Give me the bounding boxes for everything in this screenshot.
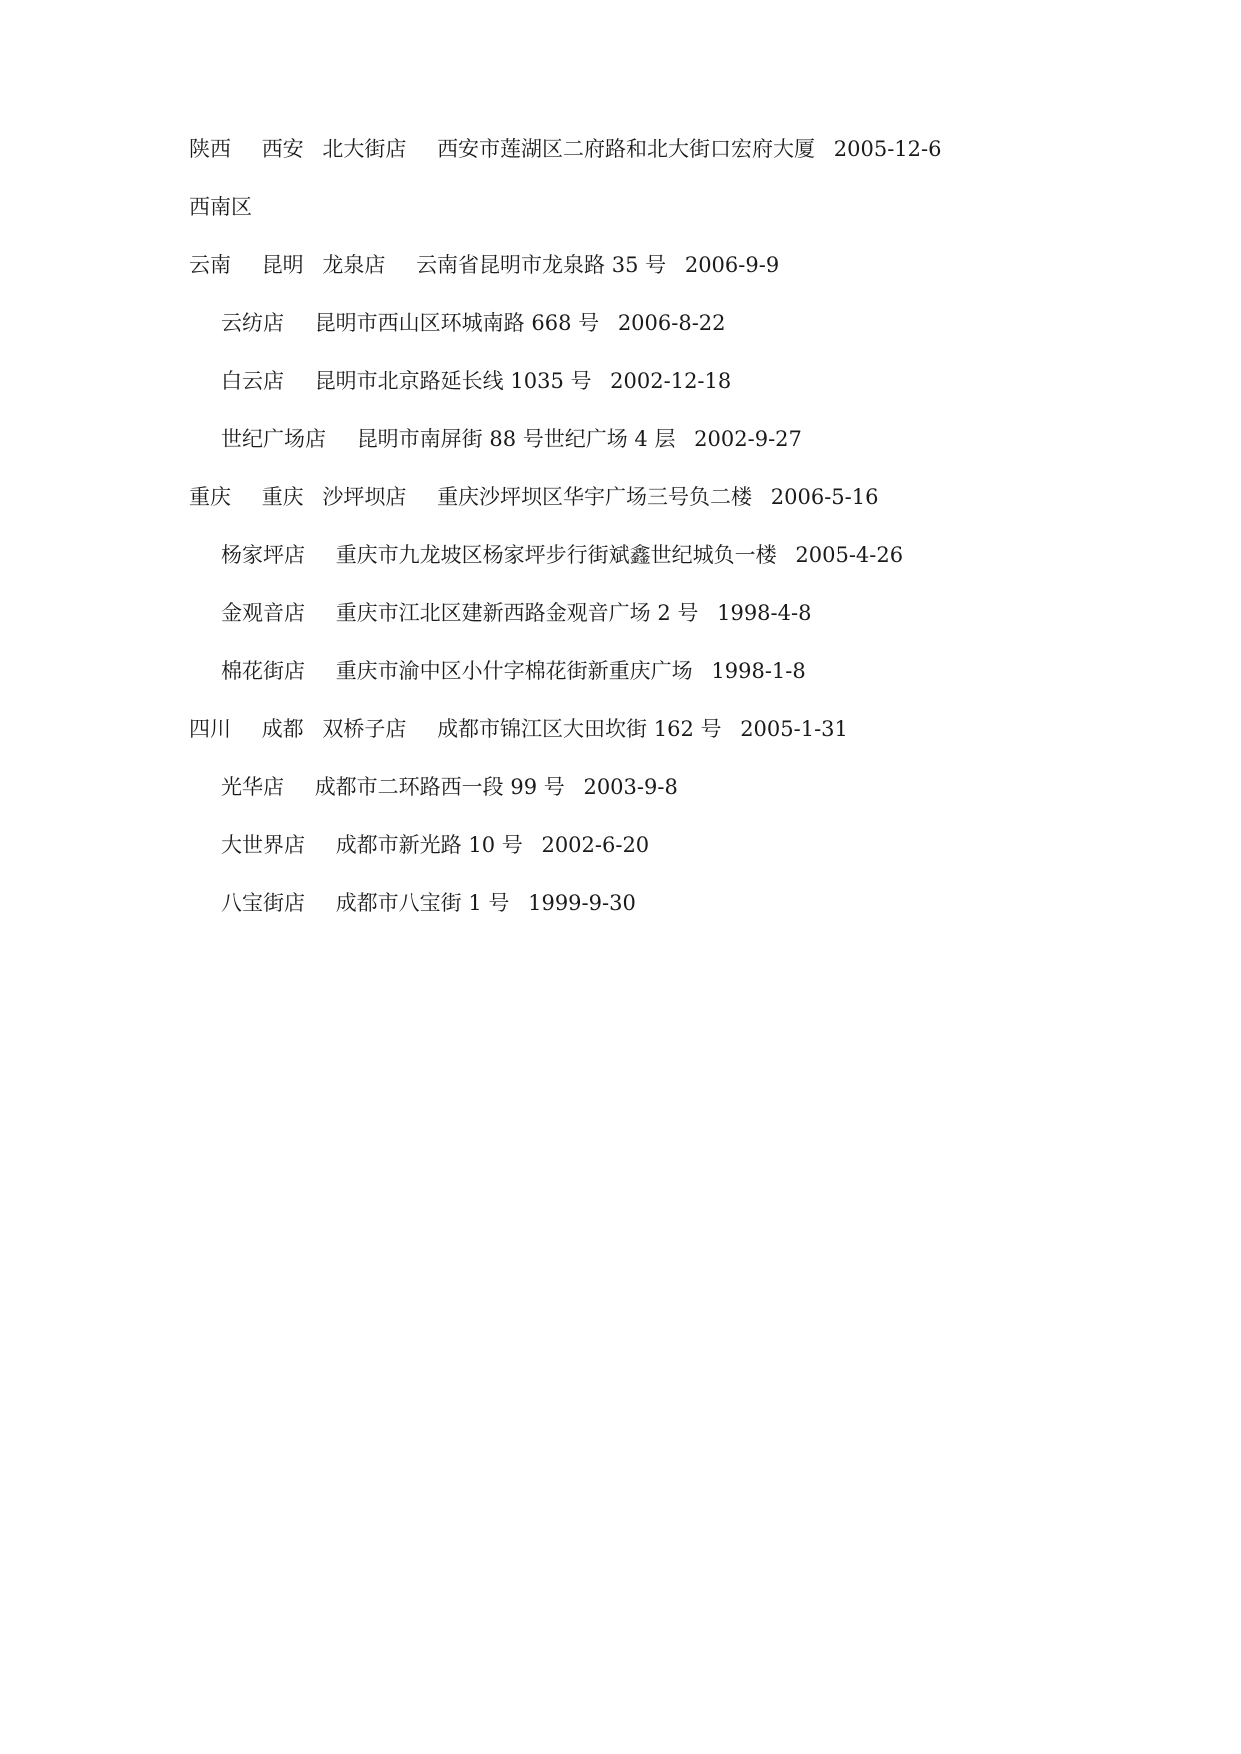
store-name: 龙泉店 [322, 253, 386, 277]
open-date: 1999-9-30 [528, 891, 636, 915]
store-name: 光华店 [221, 775, 284, 799]
store-name: 棉花街店 [221, 659, 305, 683]
store-address: 重庆市渝中区小什字棉花街新重庆广场 [335, 659, 693, 683]
store-row [189, 250, 779, 280]
open-date: 2002-12-18 [610, 369, 732, 393]
store-address: 重庆市九龙坡区杨家坪步行街斌鑫世纪城负一楼 [335, 543, 777, 567]
store-row [189, 134, 941, 164]
store-row [221, 772, 678, 802]
store-name: 世纪广场店 [221, 427, 326, 451]
store-row [189, 482, 878, 512]
store-row [221, 598, 811, 628]
store-address: 昆明市北京路延长线 1035 号 [314, 369, 592, 393]
city: 昆明 [261, 253, 304, 277]
open-date: 2005-12-6 [833, 137, 942, 161]
open-date: 2006-5-16 [770, 485, 879, 509]
province: 重庆 [189, 485, 231, 509]
store-name: 八宝街店 [221, 891, 305, 915]
open-date: 2005-4-26 [795, 543, 904, 567]
open-date: 2006-8-22 [617, 311, 726, 335]
open-date: 1998-1-8 [711, 659, 806, 683]
store-name: 沙坪坝店 [322, 485, 407, 509]
store-address: 昆明市南屏街 88 号世纪广场 4 层 [356, 427, 676, 451]
store-row [221, 424, 802, 454]
store-address: 成都市二环路西一段 99 号 [314, 775, 565, 799]
store-address: 云南省昆明市龙泉路 35 号 [416, 253, 667, 277]
store-row [221, 366, 731, 396]
store-address: 重庆市江北区建新西路金观音广场 2 号 [335, 601, 699, 625]
store-address: 成都市锦江区大田坎街 162 号 [437, 717, 722, 741]
region-heading [189, 192, 252, 222]
store-address: 西安市莲湖区二府路和北大街口宏府大厦 [437, 137, 816, 161]
open-date: 2006-9-9 [684, 253, 780, 277]
store-row [189, 714, 848, 744]
region-title: 西南区 [189, 195, 252, 219]
province: 云南 [189, 253, 231, 277]
open-date: 2003-9-8 [583, 775, 678, 799]
open-date: 2002-6-20 [541, 833, 650, 857]
store-name: 白云店 [221, 369, 284, 393]
store-address: 成都市八宝街 1 号 [335, 891, 510, 915]
store-name: 金观音店 [221, 601, 305, 625]
store-name: 北大街店 [322, 137, 407, 161]
store-row [221, 308, 726, 338]
store-row [221, 540, 903, 570]
store-row [221, 656, 806, 686]
store-name: 杨家坪店 [221, 543, 305, 567]
open-date: 1998-4-8 [717, 601, 812, 625]
city: 成都 [261, 717, 304, 741]
store-name: 大世界店 [221, 833, 305, 857]
store-address: 成都市新光路 10 号 [335, 833, 523, 857]
store-address: 重庆沙坪坝区华宇广场三号负二楼 [437, 485, 753, 509]
store-address: 昆明市西山区环城南路 668 号 [314, 311, 600, 335]
store-row [221, 830, 649, 860]
city: 西安 [261, 137, 304, 161]
province: 陕西 [189, 137, 231, 161]
store-name: 云纺店 [221, 311, 284, 335]
store-row [221, 888, 636, 918]
open-date: 2002-9-27 [694, 427, 802, 451]
open-date: 2005-1-31 [740, 717, 848, 741]
province: 四川 [189, 717, 231, 741]
city: 重庆 [261, 485, 304, 509]
store-name: 双桥子店 [322, 717, 407, 741]
